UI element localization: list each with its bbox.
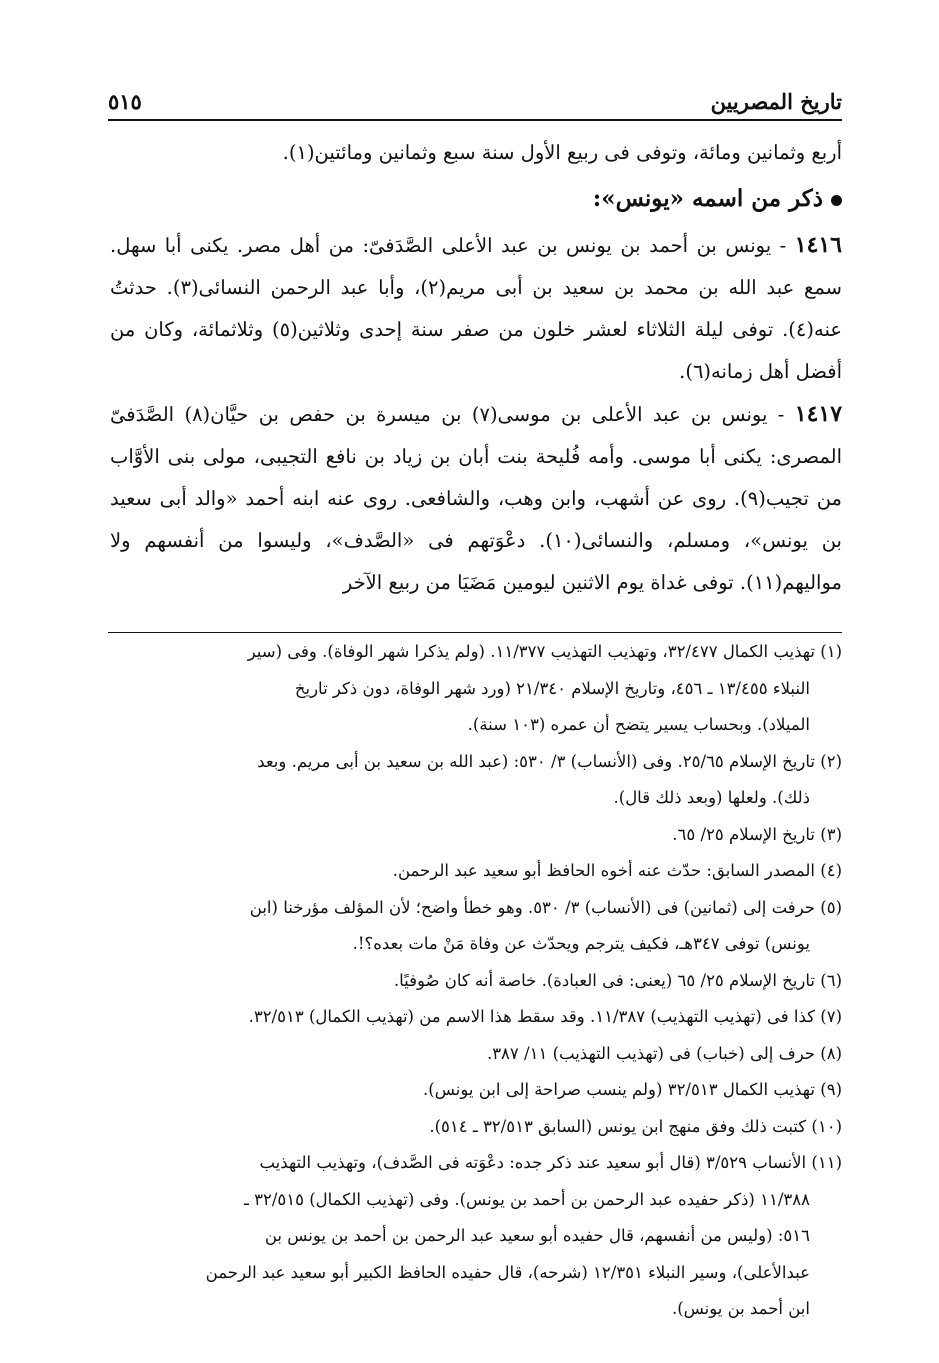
footnote: (٣) تاريخ الإسلام ٢٥/ ٦٥. <box>672 824 842 844</box>
header-rule <box>108 119 842 121</box>
entry-number: ١٤١٦ <box>794 232 842 258</box>
footnote: (١٠) كتبت ذلك وفق منهج ابن يونس (السابق ٣٢/٥١٣ ـ ٥١٤). <box>429 1116 842 1136</box>
footnote-continuation: ذلك). ولعلها (وبعد ذلك قال). <box>613 788 810 807</box>
paragraph-continuation: أربع وثمانين ومائة، وتوفى فى ربيع الأول سنة سبع وثمانين ومائتين(١). <box>282 141 842 164</box>
footnotes <box>110 634 842 1328</box>
entry-1417 <box>110 393 842 604</box>
page-number: ٥١٥ <box>108 88 142 114</box>
footnote: (٦) تاريخ الإسلام ٢٥/ ٦٥ (يعنى: فى العبادة). خاصة أنه كان صُوفيًا. <box>393 970 842 990</box>
running-head <box>108 84 842 118</box>
footnote: (٤) المصدر السابق: حدّث عنه أخوه الحافظ أبو سعيد عبد الرحمن. <box>392 861 842 880</box>
footnote-continuation: الميلاد). وبحساب يسير يتضح أن عمره (١٠٣ سنة). <box>467 715 810 734</box>
footnote: (٩) تهذيب الكمال ٣٢/٥١٣ (ولم ينسب صراحة إلى ابن يونس). <box>423 1080 842 1099</box>
entry-text: - يونس بن أحمد بن يونس بن عبد الأعلى الصَّدَفىّ: من أهل مصر. يكنى أبا سهل. سمع عبد الله بن محمد بن سعيد بن أبى مريم(٢)، وأبا عبد الرحمن النسائى(٣). حدثتُ عنه(٤). توفى ليلة الثلاثاء لعشر خلون من صفر سنة إحدى وثلاثين(٥) وثلاثمائة، وكان من أفضل أهل زمانه(٦). <box>110 234 843 383</box>
footnote-continuation: يونس) توفى ٣٤٧هـ، فكيف يترجم ويحدّث عن وفاة مَنْ مات بعده؟!. <box>352 934 810 953</box>
footnote-rule <box>108 632 842 633</box>
footnote: (٨) حرف إلى (خباب) فى (تهذيب التهذيب) ١١/ ٣٨٧. <box>486 1043 842 1063</box>
main-text <box>110 132 842 604</box>
running-title: تاريخ المصريين <box>710 88 842 114</box>
footnote: (١) تهذيب الكمال ٣٢/٤٧٧، وتهذيب التهذيب ١١/٣٧٧. (ولم يذكرا شهر الوفاة). وفى (سير <box>247 642 842 661</box>
footnote: (٥) حرفت إلى (ثمانين) فى (الأنساب) ٣/ ٥٣٠. وهو خطأ واضح؛ لأن المؤلف مؤرخنا (ابن <box>249 897 842 917</box>
footnote-continuation: عبدالأعلى)، وسير النبلاء ١٢/٣٥١ (شرحه)، قال حفيده الحافظ الكبير أبو سعيد عبد الرحمن <box>205 1262 810 1282</box>
bullet-icon <box>831 195 842 206</box>
entry-text: - يونس بن عبد الأعلى بن موسى(٧) بن ميسرة بن حفص بن حيَّان(٨) الصَّدَفىّ المصرى: يكنى أبا موسى. وأمه فُليحة بنت أبان بن زياد بن نافع التجيبى، مولى بنى الأوَّاب من تجيب(٩). روى عن أشهب، وابن وهب، والشافعى. روى عنه ابنه أحمد «والد أبى سعيد بن يونس»، ومسلم، والنسائى(١٠). دعْوَتهم فى «الصَّدف»، وليسوا من أنفسهم ولا مواليهم(١١). توفى غداة يوم الاثنين ليومين مَضَيَا من ربيع الآخر <box>110 403 842 594</box>
footnote-continuation: ١١/٣٨٨ (ذكر حفيده عبد الرحمن بن أحمد بن يونس). وفى (تهذيب الكمال) ٣٢/٥١٥ ـ <box>244 1189 810 1209</box>
footnote: (٧) كذا فى (تهذيب التهذيب) ١١/٣٨٧. وقد سقط هذا الاسم من (تهذيب الكمال) ٣٢/٥١٣. <box>248 1007 842 1026</box>
footnote-continuation: ٥١٦: (وليس من أنفسهم، قال حفيده أبو سعيد عبد الرحمن بن أحمد بن يونس بن <box>264 1226 810 1245</box>
entry-number: ١٤١٧ <box>794 401 843 427</box>
footnote: (١١) الأنساب ٣/٥٢٩ (قال أبو سعيد عند ذكر جده: دعْوَته فى الصَّدف)، وتهذيب التهذيب <box>259 1153 842 1172</box>
footnote-continuation: ابن أحمد بن يونس). <box>671 1299 810 1318</box>
footnote: (٢) تاريخ الإسلام ٢٥/٦٥. وفى (الأنساب) ٣/ ٥٣٠: (عبد الله بن سعيد بن أبى مريم. وبعد <box>257 751 842 771</box>
entry-1416 <box>110 224 842 393</box>
section-heading: ذكر من اسمه «يونس»: <box>110 178 842 220</box>
footnote-continuation: النبلاء ١٣/٤٥٥ ـ ٤٥٦، وتاريخ الإسلام ٢١/٣٤٠ (ورد شهر الوفاة، دون ذكر تاريخ <box>294 678 810 698</box>
